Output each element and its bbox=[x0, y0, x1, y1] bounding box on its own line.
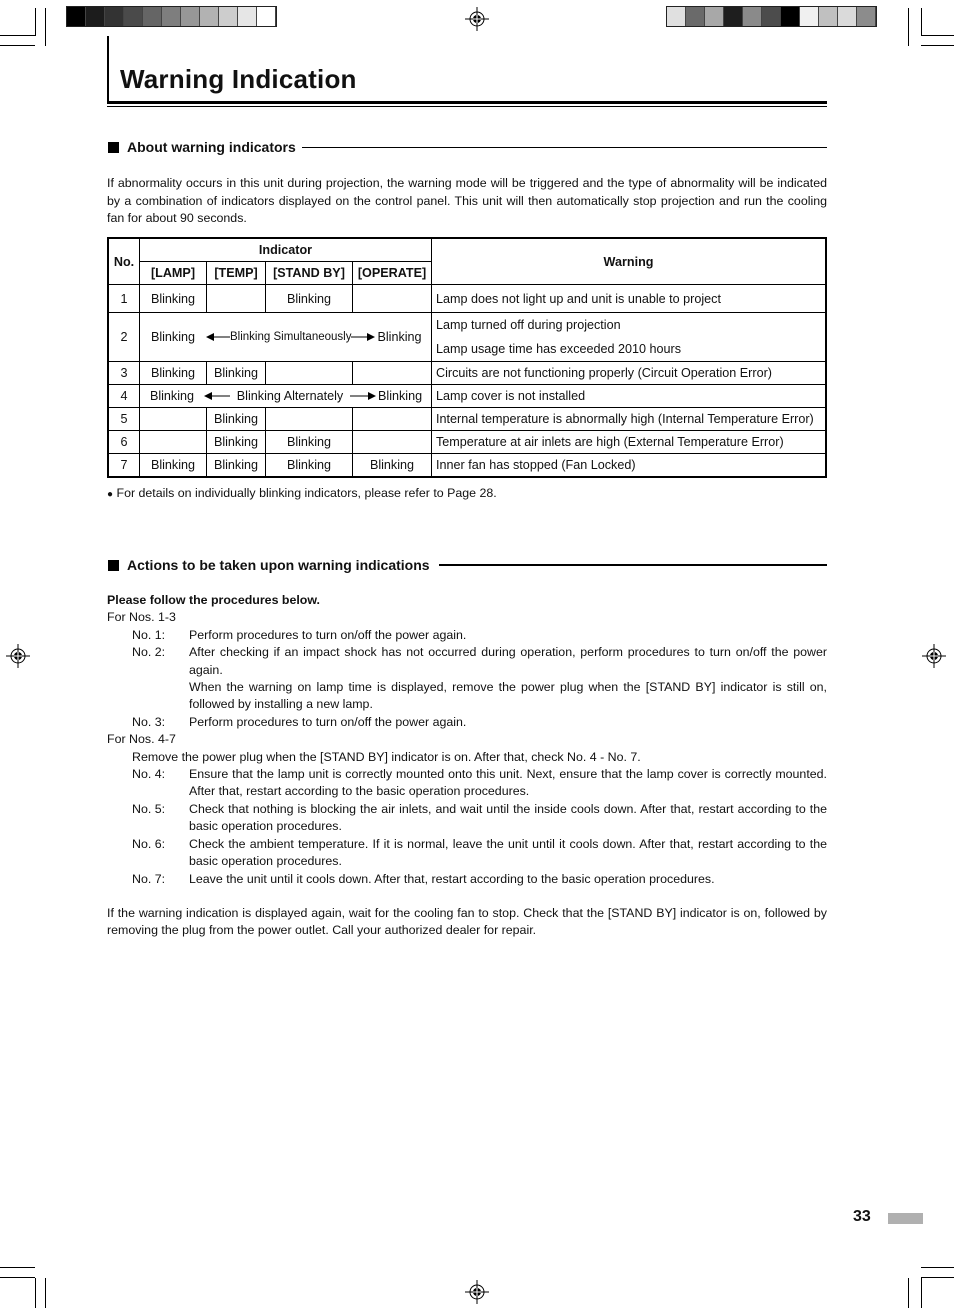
arrow-right-icon bbox=[350, 391, 376, 401]
lamp-blinking: Blinking bbox=[150, 330, 196, 344]
crop-mark bbox=[45, 1278, 46, 1308]
lamp-cell: Blinking bbox=[140, 454, 207, 478]
section-heading-actions bbox=[108, 557, 827, 573]
crop-mark bbox=[921, 8, 922, 36]
procedure-list bbox=[107, 766, 827, 888]
calibration-swatch bbox=[162, 7, 181, 26]
calibration-swatch bbox=[143, 7, 162, 26]
intro-paragraph: If abnormality occurs in this unit during projection, the warning mode will be triggered and the type of abnormality will be indicated by a combination of indicators displayed on the control panel. This unit will then automatically stop projection and run the cooling fan for about 90 seconds. bbox=[107, 176, 827, 225]
calibration-swatch bbox=[105, 7, 124, 26]
square-bullet-icon bbox=[108, 560, 119, 571]
standby-cell: Blinking bbox=[266, 285, 353, 313]
square-bullet-icon bbox=[108, 142, 119, 153]
lamp-cell: Blinking bbox=[140, 362, 207, 385]
procedure-item bbox=[107, 714, 827, 731]
table-row bbox=[108, 285, 826, 313]
crop-mark bbox=[921, 1277, 954, 1278]
procedure-text: When the warning on lamp time is displayed, remove the power plug when the [STAND BY] indicator is still on, followed by installing a new lamp. bbox=[189, 680, 827, 712]
calibration-swatch bbox=[257, 7, 276, 26]
title-rule bbox=[107, 101, 827, 104]
calibration-swatch bbox=[181, 7, 200, 26]
calibration-swatch bbox=[743, 7, 762, 26]
procedure-number: No. 6: bbox=[132, 836, 166, 851]
standby-cell: Blinking bbox=[266, 431, 353, 454]
warning-cell: Lamp does not light up and unit is unable to project bbox=[432, 285, 827, 313]
procedure-number: No. 4: bbox=[132, 767, 166, 782]
calibration-swatch bbox=[86, 7, 105, 26]
procedure-number: No. 5: bbox=[132, 801, 166, 816]
procedure-item bbox=[107, 836, 827, 871]
procedures bbox=[107, 592, 827, 940]
arrow-left-icon bbox=[204, 391, 230, 401]
warning-text: Lamp usage time has exceeded 2010 hours bbox=[436, 342, 682, 356]
page-number: 33 bbox=[853, 1208, 871, 1225]
temp-cell: Blinking bbox=[207, 454, 266, 478]
operate-cell: Blinking bbox=[353, 454, 432, 478]
crop-mark bbox=[0, 35, 35, 36]
crop-mark bbox=[0, 1277, 35, 1278]
procedure-text: Perform procedures to turn on/off the power again. bbox=[189, 714, 467, 729]
warning-cell: Internal temperature is abnormally high (Internal Temperature Error) bbox=[432, 408, 827, 431]
alternate-cell bbox=[140, 385, 432, 408]
procedure-text: Leave the unit until it cools down. After that, restart according to the basic operation procedures. bbox=[189, 871, 715, 886]
crop-mark bbox=[908, 1278, 909, 1308]
header-standby: [STAND BY] bbox=[266, 262, 353, 285]
closing-paragraph: If the warning indication is displayed again, wait for the cooling fan to stop. Check that the [STAND BY] indicator is on, followed by removing the plug from the power outlet. Call your authorized dealer for repair. bbox=[107, 905, 827, 938]
header-no: No. bbox=[108, 238, 140, 285]
grayscale-calibration-bar-left bbox=[66, 6, 277, 27]
temp-cell: Blinking bbox=[207, 431, 266, 454]
registration-mark-icon bbox=[465, 1280, 489, 1304]
temp-cell: Blinking bbox=[207, 408, 266, 431]
lamp-cell bbox=[140, 408, 207, 431]
procedure-item bbox=[107, 627, 827, 644]
procedure-item bbox=[107, 871, 827, 888]
calibration-swatch bbox=[238, 7, 257, 26]
warning-cell: Lamp cover is not installed bbox=[432, 385, 827, 408]
calibration-swatch bbox=[819, 7, 838, 26]
crop-mark bbox=[45, 8, 46, 46]
bullet-dot-icon: ● bbox=[107, 489, 114, 500]
warning-cell: Temperature at air inlets are high (External Temperature Error) bbox=[432, 431, 827, 454]
procedure-text: After checking if an impact shock has not occurred during operation, perform procedures to turn on/off the power again. bbox=[189, 645, 827, 677]
operate-cell bbox=[353, 408, 432, 431]
page-title: Warning Indication bbox=[120, 64, 357, 94]
standby-cell: Blinking bbox=[266, 454, 353, 478]
group-label: For Nos. 1-3 bbox=[107, 610, 176, 625]
procedure-text: Check the ambient temperature. If it is normal, leave the unit until it cools down. After that, restart according to the basic operation procedures. bbox=[189, 836, 827, 869]
arrow-left-icon bbox=[206, 332, 230, 342]
calibration-swatch bbox=[838, 7, 857, 26]
arrow-right-icon bbox=[351, 332, 375, 342]
simultaneous-cell bbox=[140, 313, 432, 362]
section-heading-about-warning bbox=[108, 139, 827, 155]
procedure-text: Check that nothing is blocking the air inlets, and wait until the inside cools down. After that, restart according to the basic operation procedures. bbox=[189, 801, 827, 834]
heading-rule bbox=[302, 147, 827, 148]
title-rule bbox=[107, 106, 827, 107]
procedure-number: No. 7: bbox=[132, 871, 166, 886]
alternate-label: Blinking Alternately bbox=[236, 389, 344, 403]
calibration-swatch bbox=[762, 7, 781, 26]
row-number: 5 bbox=[108, 408, 140, 431]
warning-text: Lamp turned off during projection bbox=[436, 318, 621, 332]
standby-cell bbox=[266, 362, 353, 385]
standby-cell bbox=[266, 408, 353, 431]
crop-mark bbox=[921, 45, 954, 46]
calibration-swatch bbox=[200, 7, 219, 26]
row-number: 7 bbox=[108, 454, 140, 478]
row-number: 6 bbox=[108, 431, 140, 454]
row-number: 4 bbox=[108, 385, 140, 408]
registration-mark-icon bbox=[6, 644, 30, 668]
procedure-number: No. 1: bbox=[132, 627, 166, 642]
procedure-text: Perform procedures to turn on/off the power again. bbox=[189, 627, 467, 642]
registration-mark-icon bbox=[922, 644, 946, 668]
procedure-item bbox=[107, 801, 827, 836]
calibration-swatch bbox=[724, 7, 743, 26]
heading-rule bbox=[439, 564, 827, 566]
operate-blinking: Blinking bbox=[378, 389, 423, 403]
header-warning: Warning bbox=[432, 238, 827, 285]
row-number: 2 bbox=[108, 313, 140, 362]
lamp-blinking: Blinking bbox=[149, 389, 195, 403]
simultaneous-label: Blinking Simultaneously bbox=[230, 331, 352, 343]
group-intro: Remove the power plug when the [STAND BY] indicator is on. After that, check No. 4 - No. 7. bbox=[132, 749, 641, 764]
calibration-swatch bbox=[219, 7, 238, 26]
registration-mark-icon bbox=[465, 7, 489, 31]
table-row bbox=[108, 313, 826, 362]
temp-cell bbox=[207, 285, 266, 313]
procedure-text: Ensure that the lamp unit is correctly mounted onto this unit. Next, ensure that the lamp cover is correctly mounted. After that, restart according to the basic operation procedures. bbox=[189, 767, 827, 799]
operate-cell bbox=[353, 285, 432, 313]
crop-mark bbox=[35, 1278, 36, 1308]
crop-mark bbox=[0, 1267, 35, 1268]
procedure-list bbox=[107, 627, 827, 731]
operate-blinking: Blinking bbox=[377, 330, 422, 344]
page-tab bbox=[888, 1213, 923, 1224]
table-row bbox=[108, 362, 826, 385]
calibration-swatch bbox=[686, 7, 705, 26]
temp-cell: Blinking bbox=[207, 362, 266, 385]
procedure-item bbox=[107, 644, 827, 679]
procedure-number: No. 3: bbox=[132, 714, 166, 729]
crop-mark bbox=[921, 35, 954, 36]
group-label: For Nos. 4-7 bbox=[107, 732, 176, 747]
header-lamp: [LAMP] bbox=[140, 262, 207, 285]
warning-cell: Circuits are not functioning properly (Circuit Operation Error) bbox=[432, 362, 827, 385]
calibration-swatch bbox=[667, 7, 686, 26]
title-side-rule bbox=[107, 36, 109, 104]
row-number: 3 bbox=[108, 362, 140, 385]
procedure-number bbox=[107, 679, 189, 714]
warning-cell bbox=[432, 313, 827, 362]
crop-mark bbox=[921, 1278, 922, 1308]
row-number: 1 bbox=[108, 285, 140, 313]
procedures-lead: Please follow the procedures below. bbox=[107, 593, 320, 607]
table-note-text: For details on individually blinking indicators, please refer to Page 28. bbox=[116, 486, 497, 500]
calibration-swatch bbox=[124, 7, 143, 26]
table-row bbox=[108, 385, 826, 408]
calibration-swatch bbox=[800, 7, 819, 26]
crop-mark bbox=[0, 45, 35, 46]
procedure-number: No. 2: bbox=[132, 645, 166, 660]
procedure-item bbox=[107, 679, 827, 714]
table-row bbox=[108, 431, 826, 454]
lamp-cell: Blinking bbox=[140, 285, 207, 313]
section-heading-text: About warning indicators bbox=[127, 139, 296, 155]
warning-table bbox=[107, 237, 827, 478]
crop-mark bbox=[921, 1267, 954, 1268]
calibration-swatch bbox=[705, 7, 724, 26]
calibration-swatch bbox=[67, 7, 86, 26]
crop-mark bbox=[35, 8, 36, 36]
calibration-swatch bbox=[857, 7, 876, 26]
crop-mark bbox=[908, 8, 909, 46]
grayscale-calibration-bar-right bbox=[666, 6, 877, 27]
calibration-swatch bbox=[781, 7, 800, 26]
operate-cell bbox=[353, 431, 432, 454]
warning-cell: Inner fan has stopped (Fan Locked) bbox=[432, 454, 827, 478]
procedure-item bbox=[107, 766, 827, 801]
lamp-cell bbox=[140, 431, 207, 454]
table-row bbox=[108, 454, 826, 478]
section-heading-text: Actions to be taken upon warning indications bbox=[127, 557, 430, 573]
header-temp: [TEMP] bbox=[207, 262, 266, 285]
operate-cell bbox=[353, 362, 432, 385]
header-indicator: Indicator bbox=[140, 238, 432, 262]
header-operate: [OPERATE] bbox=[353, 262, 432, 285]
table-note bbox=[107, 486, 497, 500]
table-row bbox=[108, 408, 826, 431]
